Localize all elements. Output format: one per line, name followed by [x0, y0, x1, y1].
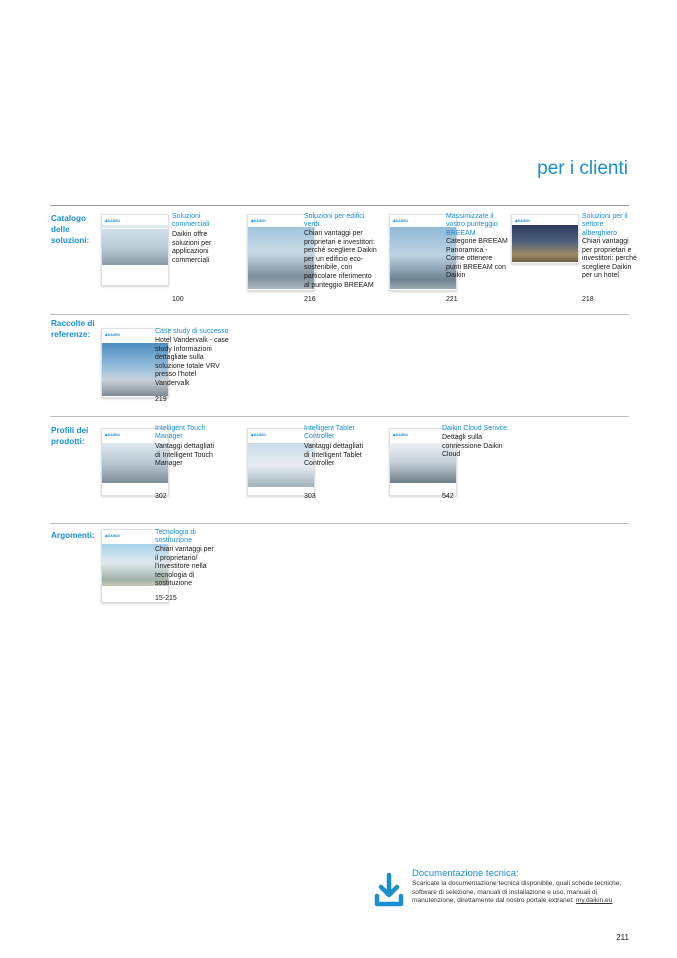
item-title[interactable]: Soluzioni per il settore alberghiero: [582, 213, 628, 237]
item-description: Hotel Vandervalk - case study Informazioni dettagliate sulla soluzione totale VRV presso l'hotel Vandervalk: [155, 337, 229, 387]
divider: [50, 416, 629, 417]
item-description: Chiari vantaggi per proprietari e investitori: perché scegliere Daikin per un edificio eco-sostenibile, con particolare riferimento al punteggio BREEAM: [304, 230, 377, 289]
daikin-logo-icon: ◆DAIKIN: [251, 433, 266, 437]
divider: [50, 205, 629, 206]
item-title[interactable]: Tecnologia di sostituzione: [155, 529, 196, 545]
brochure-thumbnail[interactable]: [511, 214, 579, 264]
daikin-logo-icon: ◆DAIKIN: [393, 433, 408, 437]
item-description: Dettagli sulla connessione Daikin Cloud: [442, 434, 503, 459]
item-description: Categorie BREEAM Panoramica - Come ottenere punti BREEAM con Daikin: [446, 238, 508, 280]
divider: [50, 314, 629, 315]
item-title[interactable]: Soluzioni commerciali: [172, 213, 210, 229]
daikin-logo-icon: ◆DAIKIN: [393, 219, 408, 223]
page-reference: 302: [155, 493, 167, 500]
item-title[interactable]: Massimizzate il vostro punteggio BREEAM: [446, 213, 498, 237]
item-title[interactable]: Soluzioni per edifici verdi: [304, 213, 365, 229]
item-title[interactable]: Daikin Cloud Serivce: [442, 425, 507, 432]
page-reference: 542: [442, 493, 454, 500]
item-title[interactable]: Intelligent Tablet Controller: [304, 425, 355, 441]
daikin-logo-icon: ◆DAIKIN: [105, 219, 120, 223]
daikin-logo-icon: ◆DAIKIN: [251, 219, 266, 223]
daikin-logo-icon: ◆DAIKIN: [105, 534, 120, 538]
page-title: per i clienti: [537, 158, 628, 179]
page-reference: 216: [304, 296, 316, 303]
page-reference: 219: [155, 396, 167, 403]
section-label-argomenti: Argomenti:: [51, 531, 95, 540]
page-reference: 218: [582, 296, 594, 303]
page-reference: 303: [304, 493, 316, 500]
item-description: Chiari vantaggi per il proprietario/ l'investitore nella tecnologia di sostituzione: [155, 546, 214, 588]
documentation-title: Documentazione tecnica:: [412, 868, 519, 879]
item-description: Vantaggi dettagliati di Intelligent Tablet Controller: [304, 443, 364, 468]
daikin-logo-icon: ◆DAIKIN: [105, 433, 120, 437]
item-description: Chiari vantaggi per proprietari e investitori: perché scegliere Daikin per un hotel: [582, 238, 637, 280]
daikin-logo-icon: ◆DAIKIN: [515, 219, 530, 223]
brochure-thumbnail[interactable]: [101, 214, 169, 286]
divider: [50, 523, 629, 524]
item-title[interactable]: Intelligent Touch Manager: [155, 425, 206, 441]
download-icon[interactable]: [374, 872, 404, 908]
page-reference: 15-215: [155, 595, 177, 602]
section-label-profili: Profili dei prodotti:: [51, 426, 89, 446]
section-label-referenze: Raccolte di referenze:: [51, 319, 95, 339]
extranet-link[interactable]: my.daikin.eu: [575, 897, 613, 905]
page-reference: 100: [172, 296, 184, 303]
page-reference: 221: [446, 296, 458, 303]
item-description: Daikin offre soluzioni per applicazioni commerciali: [172, 231, 212, 264]
daikin-logo-icon: ◆DAIKIN: [105, 333, 120, 337]
documentation-text: [412, 880, 634, 906]
page-number: 211: [616, 933, 629, 942]
item-title[interactable]: Case study di successo: [155, 328, 229, 335]
item-description: Vantaggi dettagliati di Intelligent Touch Manager: [155, 443, 215, 468]
documentation-text-body: Scaricate la documentazione tecnica disponibile, quali schede tecniche, software di selezione, manuali di installazione e uso, manuali di manutenzione, direttamente dal nostro portale extranet:: [412, 880, 622, 905]
section-label-catalogo: Catalogo delle soluzioni:: [51, 214, 90, 245]
